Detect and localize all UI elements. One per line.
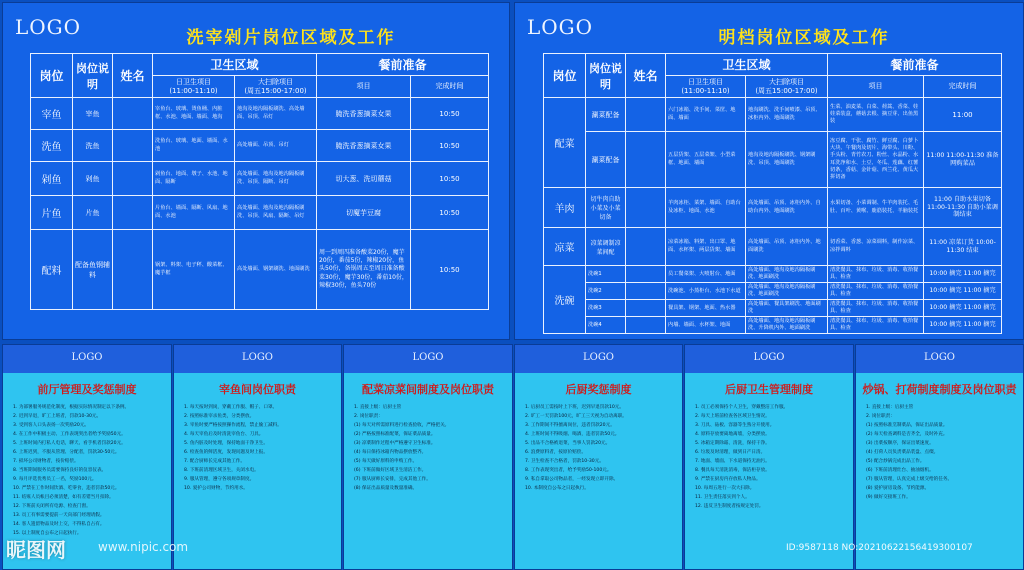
hdr-weekly — [235, 76, 317, 98]
panel-rule-line: (8) 爱护厨房设备、节约能源。 — [866, 486, 930, 491]
row-name — [626, 317, 666, 334]
row-time: 10:50 — [411, 196, 489, 230]
panel-rule-line: (3) 凉菜制作过程中严格遵守卫生标准。 — [354, 441, 436, 446]
row-weekly: 地沟刷洗、洗手间喷漆、吊顶、冰柜内外、地面刷洗 — [746, 98, 828, 132]
panel-title: 前厅管理及奖惩制度 — [37, 383, 137, 396]
watermark-url: www.nipic.com — [98, 540, 189, 554]
panel-rule-line: 6. 垃圾及时清理，做到日产日清。 — [695, 450, 766, 455]
row-daily: 剁鱼台、地面、墩子、水池、地面、隔断 — [153, 162, 235, 196]
panel-header — [856, 345, 1023, 373]
row-daily: 洗鱼台、玻璃、地面、墙面、水池 — [153, 130, 235, 162]
panel-rule-line: 8. 餐具每天清洗消毒，保洁柜存放。 — [695, 468, 770, 473]
row-name — [626, 300, 666, 317]
table-row — [544, 98, 1002, 132]
row-item: 清洗餐具、抹布、垃圾、消毒、收拾餐具、检查 — [828, 300, 924, 317]
panel-rule-line: 7. 配合厨师长完成其他工作。 — [184, 459, 245, 464]
row-time: 10:50 — [411, 98, 489, 130]
panel-header — [3, 345, 171, 373]
panel-rule-line: 4. 原料存放要离地离墙，分类摆放。 — [695, 432, 770, 437]
board-right — [514, 2, 1024, 340]
row-item: 清洗餐具、抹布、垃圾、消毒、收拾餐具、检查 — [828, 266, 924, 283]
table-row — [544, 266, 1002, 283]
table-right — [543, 53, 1002, 334]
row-weekly: 高处墙面、餐具架刷洗、地面刷洗 — [746, 300, 828, 317]
row-name — [113, 130, 153, 162]
rule-panel — [173, 344, 342, 570]
row-time: 11:00 自助水果切备 11:00-11:30 自助小菜调制结束 — [924, 188, 1002, 228]
title-right: 明档岗位区域及工作 — [718, 28, 890, 48]
row-weekly: 高处墙面、吊顶、冰柜内外、地面刷洗 — [746, 228, 828, 266]
panel-rule-line: 8. 下班前清理区域卫生，关闭水电。 — [184, 468, 259, 473]
logo-left: LOGO — [15, 15, 82, 39]
panel-rule-line: 4. 在工作中积极主动、工作表现突出者给予奖励50元。 — [13, 432, 126, 437]
panel-rule-line: 10. 爱护公司财物，节约用水。 — [184, 486, 248, 491]
row-daily: 餐具架、钢架、地面、热水器 — [666, 300, 746, 317]
row-desc: 洗鱼 — [73, 130, 113, 162]
panel-rule-line: 1. 为部署服务规范化制度，根据实际情况制定以下条例。 — [13, 405, 130, 410]
hdr-daily-label: 日卫生项目 — [688, 78, 723, 87]
panel-rule-line: 4. 每天宰鱼后及时清洗宰鱼台、刀具。 — [184, 432, 264, 437]
hdr-name: 姓名 — [626, 54, 666, 98]
hdr-done: 完成时间 — [924, 76, 1002, 98]
rule-panel — [343, 344, 513, 570]
panel-rule-line: 1. 每天按时到岗，穿戴工作服、帽子、口罩。 — [184, 405, 278, 410]
panel-rule-line: 2. 按照标准宰杀鱼类，分类摆放。 — [184, 414, 255, 419]
hdr-daily-time: (11:00-11:10) — [681, 86, 730, 95]
row-weekly: 高处墙面、吊顶、冰柜内外、自助台内外、地面刷洗 — [746, 188, 828, 228]
panel-rule-line: (3) 出菜按顺序，保证出菜速度。 — [866, 441, 934, 446]
panel-logo: LOGO — [241, 352, 274, 363]
row-item: 冻豆腐、干张、腐竹、鲜豆腐、白萝卜大块、午餐肉及切片、海带头、川粉、手头粉、青竹农刀、粉丝、水晶粉、水耳洗净和水、土豆、冬瓜、莲藕、红薯切条，香菇、金针菇、西兰花、黄瓜大拼切备 — [828, 132, 924, 188]
panel-rule-line: (2) 严格按照标准配菜，保证菜品质量。 — [354, 432, 436, 437]
row-time: 11:00 — [924, 98, 1002, 132]
row-desc: 片鱼 — [73, 196, 113, 230]
row-desc: 洗碗2 — [586, 283, 626, 300]
panel-rule-line: 5. 上班时间内打私人电话，聊天、看手机者罚款20元。 — [13, 441, 126, 446]
row-weekly: 高处墙面、地沟及地沟隔板刷洗、升降机内外、地面刷洗 — [746, 317, 828, 334]
row-daily: 片鱼台、墙面、隔断、风扇、地面、水池 — [153, 196, 235, 230]
row-name — [626, 266, 666, 283]
panel-title: 配菜凉菜间制度及岗位职责 — [362, 383, 494, 396]
hdr-sanitation: 卫生区域 — [153, 54, 317, 76]
panel-rule-line: (7) 服从管理，认真完成上级交给的任务。 — [866, 477, 953, 482]
panel-rule-line: 9. 服从管理，遵守各项规章制度。 — [184, 477, 255, 482]
panel-rule-line: 8. 工作表现突出者，给予奖励50-100元。 — [525, 468, 612, 473]
panel-rule-line: 3. 宰鱼时要严格按照操作流程，禁止偷工减料。 — [184, 423, 282, 428]
panel-title: 炒锅、打荷制度制度及岗位职责 — [862, 383, 1017, 396]
row-desc: 洗碗4 — [586, 317, 626, 334]
table-left — [30, 53, 489, 310]
panel-rule-line: (9) 做好交接班工作。 — [866, 495, 911, 500]
panel-header — [344, 345, 512, 373]
hdr-prep: 餐前准备 — [828, 54, 1002, 76]
row-name — [626, 283, 666, 300]
panel-rule-line: 2. 迟到早退，旷工上班者，罚款10-30元。 — [13, 414, 102, 419]
row-daily: 洗碗池、小蒸柜台、水池下水道 — [666, 283, 746, 300]
panel-rule-line: (5) 每天做好原料的申购工作。 — [354, 459, 418, 464]
row-name — [113, 230, 153, 310]
hdr-item: 项目 — [828, 76, 924, 98]
panel-title: 后厨卫生管理制度 — [725, 383, 813, 396]
hdr-daily-time: (11:00-11:10) — [169, 86, 218, 95]
panel-header — [685, 345, 853, 373]
panel-logo: LOGO — [923, 352, 956, 363]
hdr-desc: 岗位说明 — [586, 54, 626, 98]
row-time: 10:00 摘完 11:00 摘完 — [924, 266, 1002, 283]
panel-rule-line: 3. 工作期间不得擅离岗位，违者罚款20元。 — [525, 423, 615, 428]
row-daily: 羊肉冰柜、菜架、墙面、自助台及冰柜、地面、水池 — [666, 188, 746, 228]
row-name — [626, 98, 666, 132]
panel-rule-line: (2) 每天检查调料是否齐全，及时补充。 — [866, 432, 948, 437]
hdr-daily-label: 日卫生项目 — [176, 78, 211, 87]
panel-rule-line: 3. 受到客人口头表扬一次奖励20元。 — [13, 423, 90, 428]
row-item: 切大葱、洗切蘑菇 — [317, 162, 411, 196]
row-name — [113, 98, 153, 130]
panel-logo: LOGO — [753, 352, 785, 363]
row-name — [113, 196, 153, 230]
row-name — [626, 132, 666, 188]
panel-rule-line: 1. 直接上级：后厨主管 — [866, 405, 914, 410]
panel-rule-line: (4) 每日保持冰箱内物品摆放整齐。 — [354, 450, 427, 455]
panel-rule-line: 10. 本制度自公布之日起执行。 — [525, 486, 589, 491]
hdr-position: 岗位 — [544, 54, 586, 98]
panel-rule-line: 1. 直接上级：后厨主管 — [354, 405, 402, 410]
panel-rule-line: 9. 严禁在厨房内存放私人物品。 — [695, 477, 761, 482]
row-weekly: 高处墙面、吊顶、吊灯 — [235, 130, 317, 162]
row-item: 生菜、油麦菜、白菜、荷蒿、香菜、娃娃菜装盒，蘑菇去根、摘豆芽、出鱼黑装 — [828, 98, 924, 132]
row-daily: 六门冰箱、洗手间、菜筐、地面、墙面 — [666, 98, 746, 132]
row-desc: 涮菜配备 — [586, 98, 626, 132]
row-daily: 锅架、料架、电子秤、酸菜框、魔芋框 — [153, 230, 235, 310]
panel-rule-line: 5. 出品不合格被退菜，当事人罚款20元。 — [525, 441, 611, 446]
panel-rule-line: 11. 卫生责任落实到个人。 — [695, 495, 750, 500]
hdr-item: 项目 — [317, 76, 411, 98]
panel-rule-line: 4. 上班时间不得吸烟、喝酒，违者罚款50元。 — [525, 432, 620, 437]
hdr-weekly-time: (周五15:00-17:00) — [244, 86, 307, 95]
row-name — [113, 162, 153, 196]
watermark-id: ID:9587118 NO:20210622156419300107 — [786, 543, 973, 553]
row-weekly: 高处墙面、地沟及地沟隔板刷洗、地面刷洗 — [746, 266, 828, 283]
watermark-site: 昵图网 — [6, 538, 66, 562]
row-time: 10:00 摘完 11:00 摘完 — [924, 300, 1002, 317]
table-row — [544, 317, 1002, 334]
panel-rule-line: 6. 浪费原料者，按原价赔偿。 — [525, 450, 586, 455]
logo-right: LOGO — [527, 15, 594, 39]
row-item: 清洗餐具、抹布、垃圾、消毒、收拾餐具、检查 — [828, 317, 924, 334]
panel-rule-line: 11. 结账人员帐目必须清楚，如有差错当月扣除。 — [13, 495, 114, 500]
row-pos: 配菜 — [544, 98, 586, 188]
table-row — [31, 230, 489, 310]
row-name — [626, 228, 666, 266]
table-row — [31, 196, 489, 230]
rule-panel — [514, 344, 683, 570]
table-row — [31, 130, 489, 162]
hdr-daily — [153, 76, 235, 98]
hdr-weekly-label: 大扫除项目 — [258, 78, 293, 87]
row-pos: 片鱼 — [31, 196, 73, 230]
hdr-weekly-time: (周五15:00-17:00) — [755, 86, 818, 95]
panel-rule-line: 6. 上班迟到，不服从管理、分配者，罚款30-50元。 — [13, 450, 120, 455]
panel-rule-line: (6) 下班前清理灶台、抽油烟机。 — [866, 468, 934, 473]
panel-rule-line: (8) 保证出品质量及数量准确。 — [354, 486, 418, 491]
hdr-name: 姓名 — [113, 54, 153, 98]
table-row — [31, 98, 489, 130]
hdr-weekly-label: 大扫除项目 — [769, 78, 804, 87]
row-pos: 羊肉 — [544, 188, 586, 228]
row-daily: 员工餐菜架、大喷射台、地面 — [666, 266, 746, 283]
row-item: 周一到周四准备酸菜20份，魔芋20份，番茄5份，辣椒20份，鱼头50份，备锅周五至周日准备酸菜30份，魔芋30份，番茄10份，辣椒30份，鱼头70份 — [317, 230, 411, 310]
panel-rule-line: (4) 打荷人员负责菜品装盘、点缀。 — [866, 450, 939, 455]
hdr-done: 完成时间 — [411, 76, 489, 98]
panel-rule-line: (7) 服从厨师长安排，完成其他工作。 — [354, 477, 431, 482]
panel-rule-line: 10. 每周五进行一次大扫除。 — [695, 486, 755, 491]
panel-title: 后厨奖惩制度 — [565, 383, 632, 396]
row-desc: 涮菜配备 — [586, 132, 626, 188]
panel-rule-line: 2. 岗位职责： — [354, 414, 383, 419]
panel-rule-line: 12. 违反卫生制度者按规定处罚。 — [695, 504, 764, 509]
row-weekly: 地沟及地沟隔板刷洗、钢架刷洗、吊顶、地面刷洗 — [746, 132, 828, 188]
row-time: 10:00 摘完 11:00 摘完 — [924, 283, 1002, 300]
board-left — [2, 2, 510, 340]
hdr-weekly — [746, 76, 828, 98]
hdr-position: 岗位 — [31, 54, 73, 98]
row-time: 10:00 摘完 11:00 摘完 — [924, 317, 1002, 334]
panel-title: 宰鱼间岗位职责 — [219, 383, 296, 396]
row-desc: 洗碗3 — [586, 300, 626, 317]
panel-rule-line: 10. 严禁在工作时间饮酒、吃零食，违者罚款50元。 — [13, 486, 120, 491]
row-pos: 洗碗 — [544, 266, 586, 334]
hdr-prep: 餐前准备 — [317, 54, 489, 76]
row-time: 11:00 凉菜订货 10:00-11:30 结束 — [924, 228, 1002, 266]
row-item: 切香菜、香葱、凉菜调料，制作凉菜、凉拌调料 — [828, 228, 924, 266]
panel-rule-line: 5. 冰箱定期除霜、清洗，保持干净。 — [695, 441, 770, 446]
hdr-daily — [666, 76, 746, 98]
row-desc: 洗碗1 — [586, 266, 626, 283]
row-daily: 五层货架、五层菜架、小型菜框、地面、墙面 — [666, 132, 746, 188]
row-time: 10:50 — [411, 130, 489, 162]
panel-rule-line: 9. 每月评选优秀员工一名，奖励100元。 — [13, 477, 97, 482]
row-daily: 宰鱼台、玻璃、烫鱼桶、内脏框、水池、地面、墙面、地沟 — [153, 98, 235, 130]
hdr-desc: 岗位说明 — [73, 54, 113, 98]
panel-rule-line: 14. 客人遗留物品及时上交，不得私自占有。 — [13, 522, 105, 527]
row-weekly: 高处墙面、地沟及地沟隔板刷洗、吊顶、风扇、隔断、吊灯 — [235, 196, 317, 230]
row-pos: 宰鱼 — [31, 98, 73, 130]
panel-logo: LOGO — [582, 352, 615, 363]
row-desc: 凉菜调制凉菜间配 — [586, 228, 626, 266]
table-row — [31, 162, 489, 196]
table-row — [544, 300, 1002, 317]
panel-rule-line: 6. 检查鱼的鲜活度，发现问题及时上报。 — [184, 450, 268, 455]
row-pos: 洗鱼 — [31, 130, 73, 162]
row-time: 10:50 — [411, 230, 489, 310]
panel-rule-line: (1) 每天对所需原料进行检查验收，严格把关。 — [354, 423, 450, 428]
panel-rule-line: 5. 鱼内脏及时处理，保持地面干净卫生。 — [184, 441, 268, 446]
panel-rule-line: 2. 旷工一天罚款100元，旷工三天视为自动离职。 — [525, 414, 627, 419]
panel-logo: LOGO — [412, 352, 444, 363]
panel-rule-line: 7. 地面、墙面、下水道保持无油污。 — [695, 459, 770, 464]
table-row — [544, 188, 1002, 228]
panel-rule-line: 9. 私自拿取公司物品者，一经发现立即开除。 — [525, 477, 619, 482]
panel-rule-line: 3. 刀具、砧板、容器等生熟分开使用。 — [695, 423, 775, 428]
hdr-sanitation: 卫生区域 — [666, 54, 828, 76]
row-item: 水果切备、小菜调制、牛羊肉装托、毛肚、百叶、黄喉、鹿筋装托、羊脑装托 — [828, 188, 924, 228]
panel-rule-line: 2. 每天上班前检查各区域卫生情况。 — [695, 414, 770, 419]
panel-header — [515, 345, 682, 373]
row-weekly: 高处墙面、钢架刷洗、地面刷洗 — [235, 230, 317, 310]
panel-header — [174, 345, 341, 373]
row-daily: 凉菜冰箱、料架、出口罩、地面、水杯架、两层货架、墙面 — [666, 228, 746, 266]
rule-panel — [684, 344, 854, 570]
row-weekly: 高处墙面、地沟及地沟隔板刷洗、吊顶、隔断、吊灯 — [235, 162, 317, 196]
panel-rule-line: (5) 配合炒锅完成出品工作。 — [866, 459, 925, 464]
row-desc: 切牛肉自助小菜及小菜切备 — [586, 188, 626, 228]
table-row — [544, 283, 1002, 300]
row-pos: 配料 — [31, 230, 73, 310]
row-pos: 凉菜 — [544, 228, 586, 266]
panel-logo: LOGO — [71, 352, 103, 363]
row-daily: 内墙、墙面、水杯架、地面 — [666, 317, 746, 334]
panel-rule-line: 8. 当班期间服务员需要保持良好的仪容仪表。 — [13, 468, 107, 473]
panel-rule-line: 15. 以上制度自公布之日起执行。 — [13, 531, 82, 536]
row-pos: 剁鱼 — [31, 162, 73, 196]
title-left: 洗宰剁片岗位区域及工作 — [186, 28, 396, 48]
panel-rule-line: 1. 后厨员工需按时上下班，迟到早退罚款10元。 — [525, 405, 624, 410]
row-item: 腌洗香葱摘菜女果 — [317, 98, 411, 130]
row-item: 切魔芋豆腐 — [317, 196, 411, 230]
row-desc: 宰鱼 — [73, 98, 113, 130]
row-weekly: 地沟及地沟隔板刷洗、高处墙面、吊顶、吊灯 — [235, 98, 317, 130]
panel-rule-line: 7. 损坏公司财物者，按价赔偿。 — [13, 459, 79, 464]
panel-rule-line: 1. 员工必须保持个人卫生，穿戴整洁工作服。 — [695, 405, 789, 410]
row-item: 腌洗香葱摘菜女果 — [317, 130, 411, 162]
rule-panel — [855, 344, 1024, 570]
panel-rule-line: (1) 按照标准烹制菜品，保证出品质量。 — [866, 423, 948, 428]
row-item: 清洗餐具、抹布、垃圾、消毒、收拾餐具、检查 — [828, 283, 924, 300]
row-time: 11:00 11:00-11:30 准备网购菜品 — [924, 132, 1002, 188]
panel-rule-line: 2. 岗位职责： — [866, 414, 895, 419]
row-time: 10:50 — [411, 162, 489, 196]
row-desc: 配备鱼钢辅料 — [73, 230, 113, 310]
row-weekly: 高处墙面、地沟及地沟隔板刷洗、地面刷洗 — [746, 283, 828, 300]
panel-rule-line: (6) 下班前做好区域卫生清洁工作。 — [354, 468, 427, 473]
table-row — [544, 132, 1002, 188]
row-desc: 剁鱼 — [73, 162, 113, 196]
table-row — [544, 228, 1002, 266]
panel-rule-line: 12. 下班前关闭所有电源、检查门窗。 — [13, 504, 91, 509]
panel-rule-line: 13. 员工有事需要提前一天向部门经理请假。 — [13, 513, 105, 518]
row-name — [626, 188, 666, 228]
panel-rule-line: 7. 卫生检查不合格者，罚款10-30元。 — [525, 459, 604, 464]
